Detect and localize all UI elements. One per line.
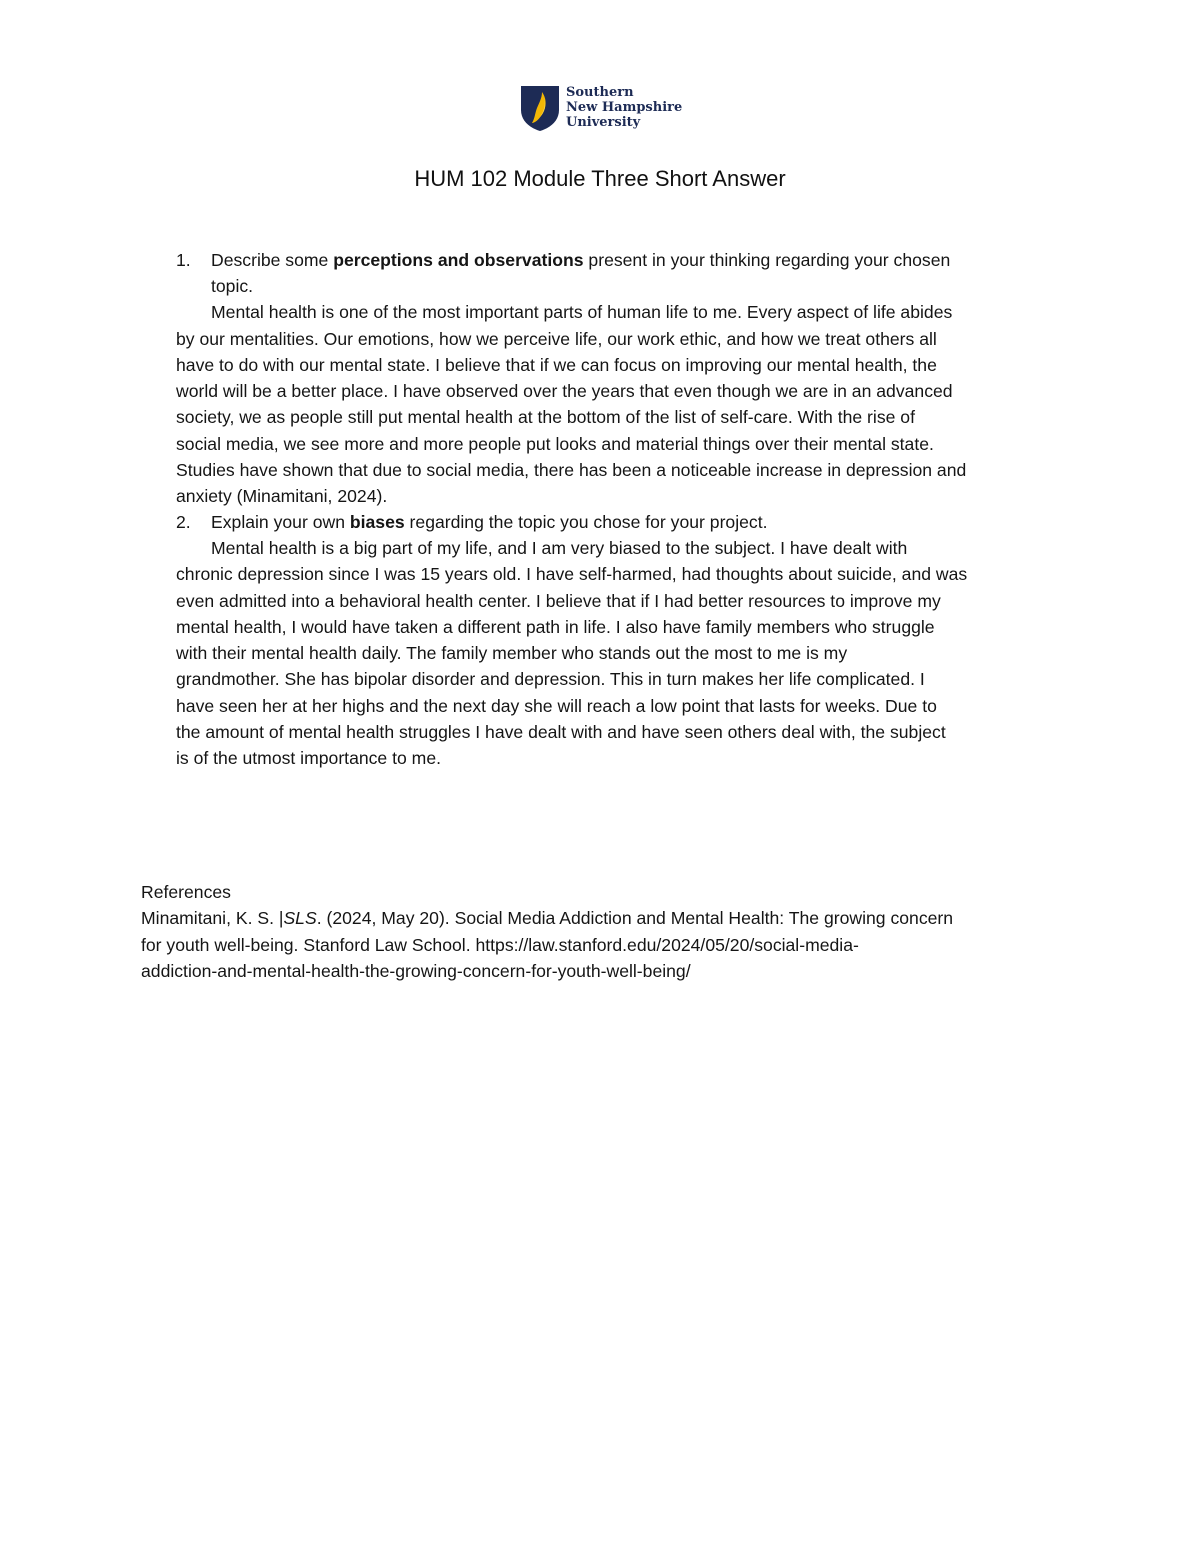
question-suffix: regarding the topic you chose for your project. — [404, 512, 768, 532]
answer-line: anxiety (Minamitani, 2024). — [176, 486, 388, 507]
logo-line-3: University — [566, 115, 641, 130]
question-continuation: topic. — [211, 276, 254, 296]
question-number: 1. — [176, 250, 191, 270]
reference-italic: SLS — [283, 908, 317, 929]
answer-1 — [176, 273, 966, 510]
question-suffix: present in your thinking regarding your chosen — [583, 250, 951, 270]
references-heading: References — [141, 882, 231, 902]
answer-line: have seen her at her highs and the next day she will reach a low point that lasts for weeks. Due to — [176, 695, 937, 716]
reference-entry-line: addiction-and-mental-health-the-growing-concern-for-youth-well-being/ — [141, 960, 691, 981]
answer-line: by our mentalities. Our emotions, how we perceive life, our work ethic, and how we treat others all — [176, 328, 937, 349]
reference-author: Minamitani, K. S. | — [141, 908, 284, 929]
reference-entry-line: for youth well-being. Stanford Law School. https://law.stanford.edu/2024/05/20/social-media- — [141, 934, 859, 955]
answer-2 — [176, 535, 967, 772]
answer-line: world will be a better place. I have observed over the years that even though we are in an advanced — [176, 381, 953, 402]
document-title: HUM 102 Module Three Short Answer — [414, 166, 786, 191]
answer-line: society, we as people still put mental health at the bottom of the list of self-care. With the rise of — [176, 407, 915, 428]
answer-line: with their mental health daily. The family member who stands out the most to me is my — [176, 643, 848, 664]
question-emphasis: perceptions and observations — [333, 250, 584, 270]
answer-line: Studies have shown that due to social media, there has been a noticeable increase in depression and — [176, 460, 967, 481]
question-number: 2. — [176, 512, 191, 532]
answer-line: social media, we see more and more people put looks and material things over their mental state. — [176, 433, 934, 454]
reference-title: . (2024, May 20). Social Media Addiction and Mental Health: The growing concern — [316, 908, 954, 929]
answer-line: mental health, I would have taken a different path in life. I also have family members who struggle — [176, 616, 935, 637]
reference-entry-line — [141, 905, 953, 931]
question-emphasis: biases — [349, 512, 405, 532]
references-section — [141, 879, 953, 984]
question-text — [211, 509, 767, 535]
answer-line: have to do with our mental state. I believe that if we can focus on improving our mental health, the — [176, 354, 937, 375]
answer-line: even admitted into a behavioral health center. I believe that if I had better resources to improve my — [176, 590, 941, 611]
logo-line-1: Southern — [566, 85, 634, 100]
answer-line: Mental health is one of the most important parts of human life to me. Every aspect of life abides — [211, 302, 953, 323]
answer-line: chronic depression since I was 15 years old. I have self-harmed, had thoughts about suicide, and was — [176, 564, 968, 585]
question-text — [211, 247, 950, 273]
university-logo — [520, 84, 690, 132]
answer-line: grandmother. She has bipolar disorder and depression. This in turn makes her life complicated. I — [176, 669, 925, 690]
answer-line: is of the utmost importance to me. — [176, 748, 441, 769]
logo-line-2: New Hampshire — [566, 100, 683, 115]
answer-line: Mental health is a big part of my life, and I am very biased to the subject. I have dealt with — [211, 538, 908, 558]
logo-wordmark — [566, 85, 682, 130]
question-prefix: Explain your own — [211, 512, 350, 532]
snhu-shield-flame-icon — [520, 84, 560, 132]
question-prefix: Describe some — [211, 250, 334, 270]
answer-line: the amount of mental health struggles I have dealt with and have seen others deal with, the subject — [176, 722, 946, 743]
